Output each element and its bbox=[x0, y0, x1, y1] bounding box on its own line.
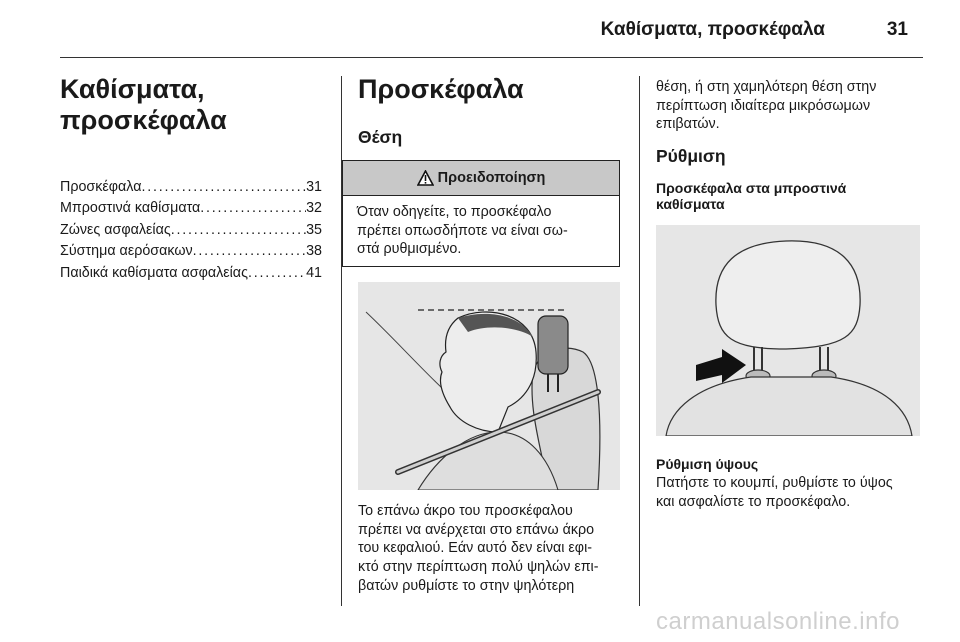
paragraph-line: του κεφαλιού. Εάν αυτό δεν είναι εφι- bbox=[358, 540, 593, 557]
position-paragraph bbox=[358, 502, 633, 596]
driver-headrest-drawing bbox=[358, 282, 620, 490]
headrest-position-illustration bbox=[358, 282, 620, 490]
height-adjustment-text bbox=[656, 474, 936, 511]
heading-line: καθίσματα bbox=[656, 196, 725, 212]
toc-entry-label: Μπροστινά καθίσματα bbox=[60, 200, 201, 217]
paragraph-line: Πατήστε το κουμπί, ρυθμίστε το ύψος bbox=[656, 475, 893, 491]
toc-entry[interactable] bbox=[60, 220, 322, 241]
toc-leader bbox=[248, 263, 306, 284]
chapter-title-line2: προσκέφαλα bbox=[60, 105, 227, 135]
toc-leader bbox=[171, 220, 306, 241]
section-title: Προσκέφαλα bbox=[358, 74, 524, 104]
paragraph-line: επιβατών. bbox=[656, 116, 720, 133]
toc-entry-label: Παιδικά καθίσματα ασφαλείας bbox=[60, 264, 248, 281]
warning-header bbox=[343, 161, 619, 196]
paragraph-line: βατών ρυθμίστε το στην ψηλότερη bbox=[358, 577, 575, 594]
chapter-title bbox=[60, 74, 227, 136]
column-divider-2 bbox=[639, 76, 640, 606]
paragraph-line: κτό στην περίπτωση πολύ ψηλών επι- bbox=[358, 559, 599, 576]
paragraph-line: πρέπει να ανέρχεται στο επάνω άκρο bbox=[358, 521, 595, 538]
column-divider-1 bbox=[341, 76, 342, 606]
subsection-title-position: Θέση bbox=[358, 127, 403, 147]
toc-leader bbox=[142, 177, 307, 198]
warning-line: Όταν οδηγείτε, το προσκέφαλο bbox=[357, 204, 552, 220]
running-header-title: Καθίσματα, προσκέφαλα bbox=[600, 19, 825, 40]
header-divider bbox=[60, 57, 923, 58]
warning-line: πρέπει οπωσδήποτε να είναι σω- bbox=[357, 222, 568, 239]
toc-entry-page: 31 bbox=[306, 179, 322, 195]
toc-leader bbox=[200, 198, 306, 219]
toc-entry-label: Προσκέφαλα bbox=[60, 179, 142, 195]
headrest-button-drawing bbox=[656, 225, 920, 436]
subsection-title-adjustment: Ρύθμιση bbox=[656, 146, 726, 166]
watermark: carmanualsonline.info bbox=[656, 608, 900, 635]
paragraph-line: και ασφαλίστε το προσκέφαλο. bbox=[656, 493, 851, 510]
warning-heading: Προειδοποίηση bbox=[437, 170, 546, 186]
warning-triangle-icon bbox=[417, 170, 434, 186]
warning-line: στά ρυθμισμένο. bbox=[357, 241, 462, 258]
toc-entry[interactable] bbox=[60, 263, 322, 284]
toc-entry-page: 41 bbox=[306, 264, 322, 281]
paragraph-line: Το επάνω άκρο του προσκέφαλου bbox=[358, 503, 573, 519]
headrest-adjustment-illustration bbox=[656, 225, 920, 436]
toc-entry-page: 32 bbox=[306, 200, 322, 217]
page-number: 31 bbox=[886, 19, 908, 40]
height-adjustment-heading: Ρύθμιση ύψους bbox=[656, 456, 759, 472]
heading-line: Προσκέφαλα στα μπροστινά bbox=[656, 180, 847, 196]
toc-entry-page: 38 bbox=[306, 243, 322, 260]
paragraph-line: περίπτωση ιδιαίτερα μικρόσωμων bbox=[656, 97, 871, 114]
table-of-contents bbox=[60, 177, 322, 284]
toc-entry[interactable] bbox=[60, 198, 322, 219]
toc-entry[interactable] bbox=[60, 241, 322, 262]
paragraph-line: θέση, ή στη χαμηλότερη θέση στην bbox=[656, 79, 877, 95]
front-seats-heading bbox=[656, 180, 926, 212]
continued-paragraph bbox=[656, 78, 926, 134]
warning-box bbox=[342, 160, 620, 267]
toc-entry-page: 35 bbox=[306, 221, 322, 238]
toc-entry-label: Σύστημα αερόσακων bbox=[60, 243, 193, 260]
toc-leader bbox=[193, 241, 306, 262]
chapter-title-line1: Καθίσματα, bbox=[60, 74, 205, 104]
toc-entry[interactable] bbox=[60, 177, 322, 198]
toc-entry-label: Ζώνες ασφαλείας bbox=[60, 221, 171, 238]
warning-text bbox=[343, 196, 619, 259]
